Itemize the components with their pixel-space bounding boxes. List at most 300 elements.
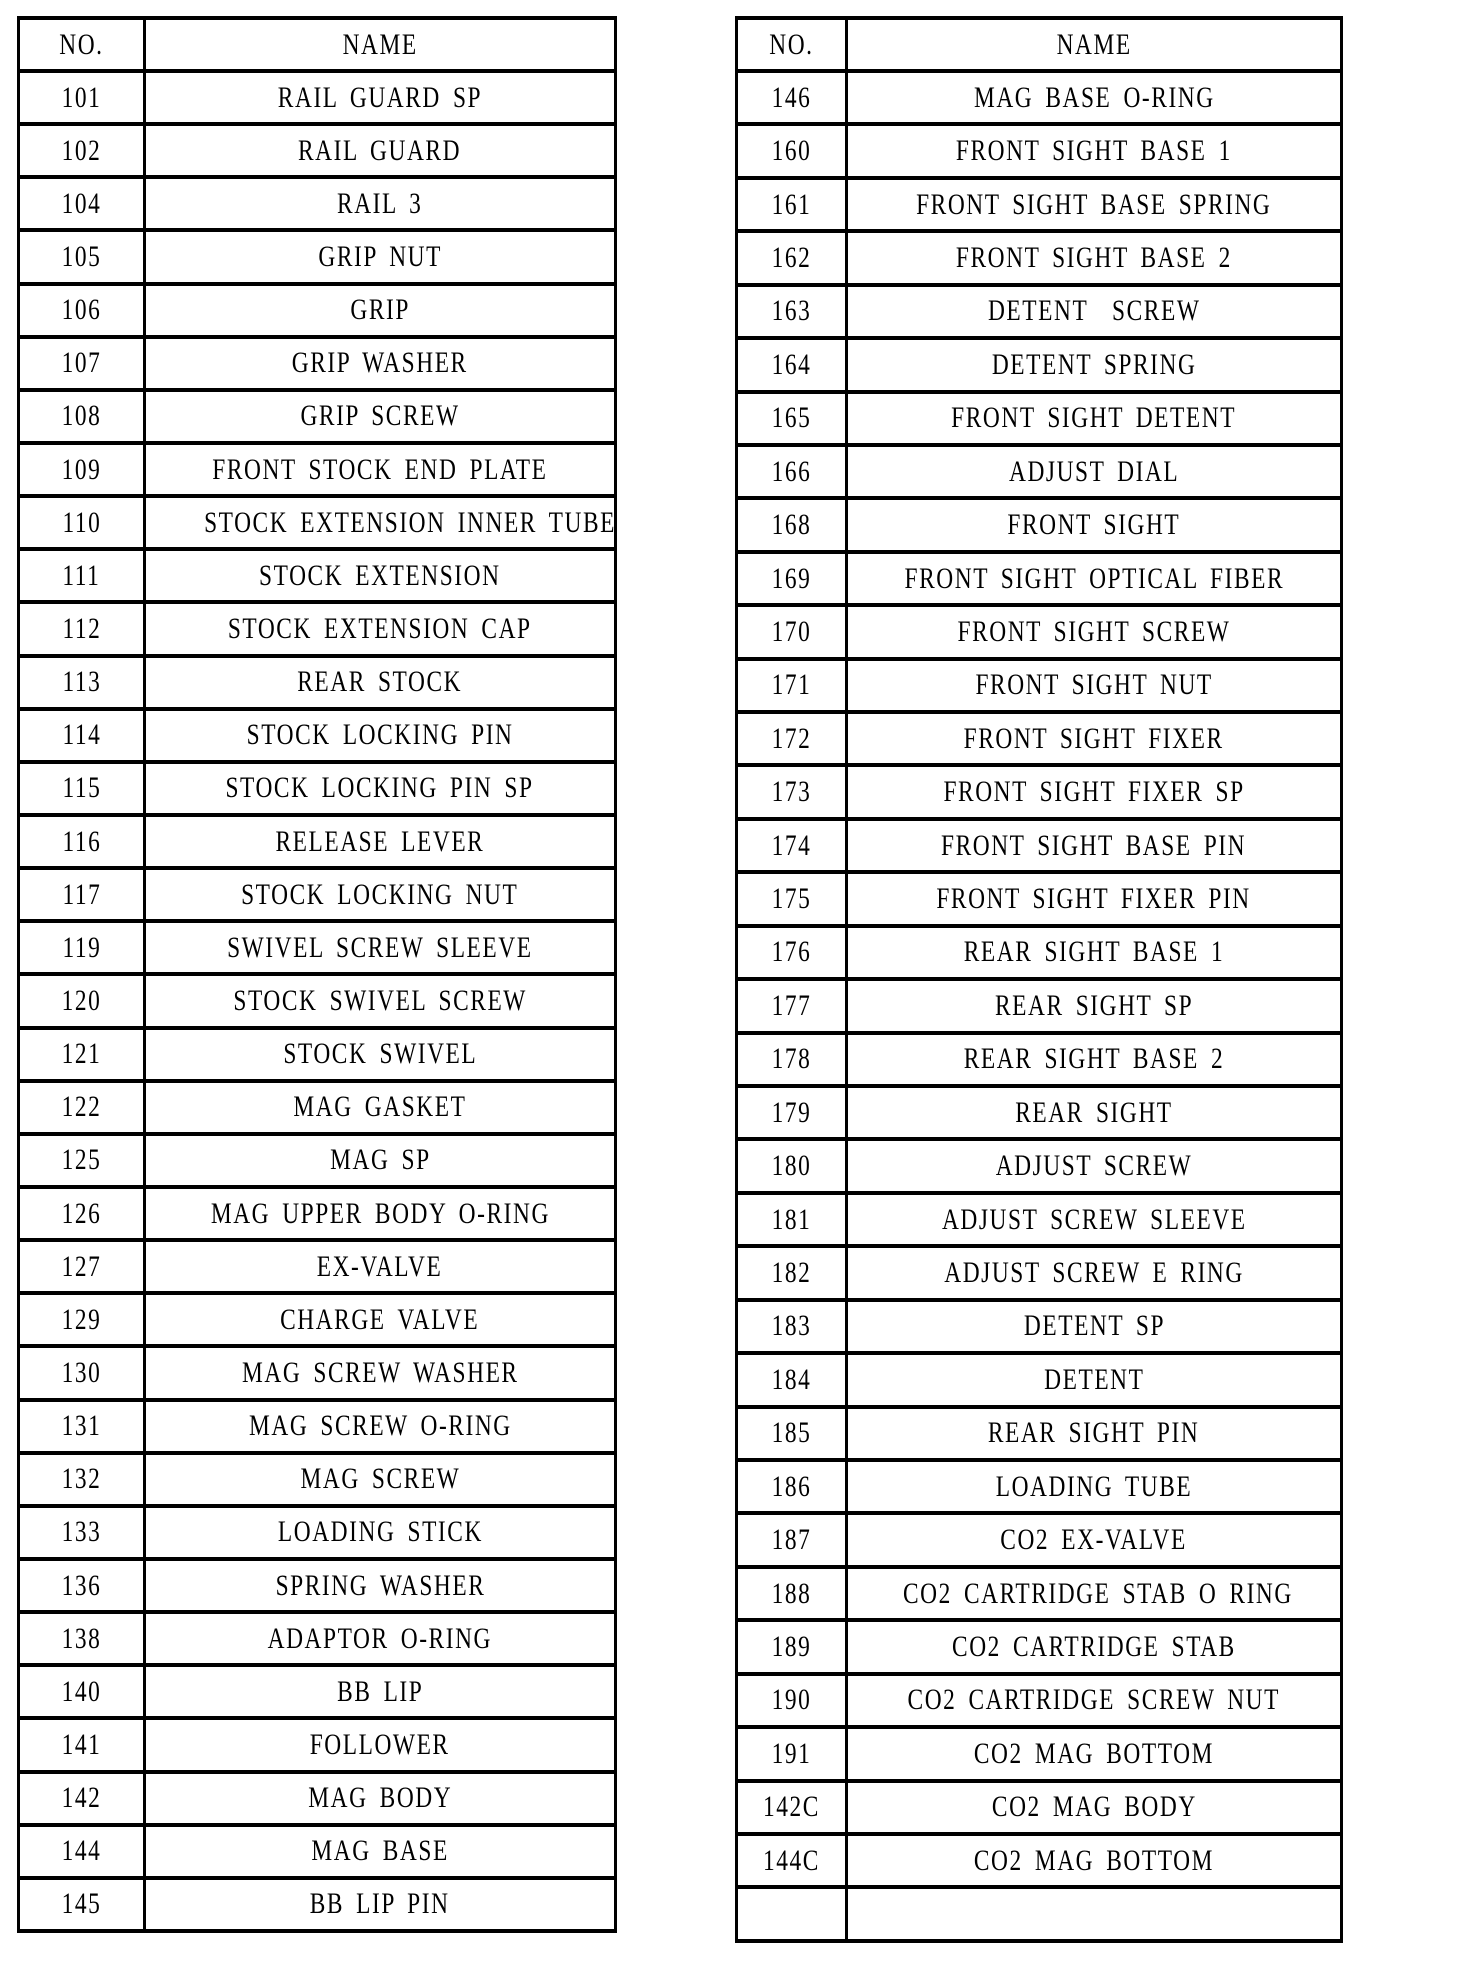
part-number-text: 166 [771,454,812,488]
table-row [737,1674,1342,1727]
part-name-cell [145,124,616,177]
part-number-cell [19,71,145,124]
part-name-cell [145,1293,616,1346]
table-row [19,496,616,549]
part-number-text: 109 [61,452,102,486]
part-number-text: 177 [771,988,812,1022]
part-name-text: FRONT SIGHT BASE PIN [941,828,1247,862]
column-header-no-label: NO. [769,27,814,61]
table-row [737,498,1342,551]
part-name-text: CO2 MAG BOTTOM [973,1843,1215,1877]
part-name-text: DETENT SPRING [991,347,1197,381]
part-name-text: FRONT SIGHT OPTICAL FIBER [904,561,1284,595]
part-name-text: ADAPTOR O-RING [267,1621,493,1655]
parts-table-right [735,16,1343,1943]
part-name-cell [847,1193,1342,1246]
part-number-cell [737,1887,847,1941]
part-number-text: 142C [763,1790,820,1824]
part-name-cell [847,1727,1342,1780]
part-number-cell [19,1453,145,1506]
part-name-cell [847,712,1342,765]
header-row [737,18,1342,71]
part-name-text: CHARGE VALVE [280,1302,480,1336]
part-number-cell [19,1346,145,1399]
part-number-text: 108 [61,399,102,433]
part-name-cell [145,815,616,868]
part-name-cell [847,872,1342,925]
table-row [19,284,616,337]
part-number-cell [19,1240,145,1293]
part-number-text: 161 [771,187,812,221]
part-number-text: 114 [62,718,101,752]
part-name-cell [145,1240,616,1293]
part-number-text: 133 [61,1515,102,1549]
part-number-cell [19,1612,145,1665]
part-number-cell [19,1772,145,1825]
part-number-text: 104 [61,186,102,220]
part-number-text: 105 [61,239,102,273]
part-number-cell [737,1193,847,1246]
part-number-text: 179 [771,1095,812,1129]
part-name-cell [145,230,616,283]
table-row [19,124,616,177]
part-name-text: FRONT SIGHT BASE SPRING [916,187,1272,221]
part-name-text: RAIL GUARD SP [277,80,483,114]
part-name-cell [145,656,616,709]
part-name-cell [145,1878,616,1931]
part-number-cell [737,1513,847,1566]
part-name-text: ADJUST DIAL [1008,454,1180,488]
part-number-cell [737,1353,847,1406]
part-number-text: 141 [61,1727,102,1761]
table-row [737,338,1342,391]
part-name-cell [847,979,1342,1032]
part-name-text: LOADING STICK [277,1515,483,1549]
part-name-text: MAG SP [329,1143,431,1177]
part-name-cell [847,178,1342,231]
part-number-cell [19,762,145,815]
table-row [19,1612,616,1665]
part-name-text: FRONT SIGHT BASE 1 [956,134,1232,168]
part-number-cell [19,1293,145,1346]
part-number-text: 115 [62,771,101,805]
part-number-text: 131 [61,1409,102,1443]
part-number-cell [19,230,145,283]
table-row [737,1887,1342,1941]
part-number-cell [19,337,145,390]
table-row [19,1718,616,1771]
part-name-text: STOCK EXTENSION CAP [228,611,532,645]
part-number-cell [19,1134,145,1187]
part-number-text: 170 [771,614,812,648]
part-name-cell [847,926,1342,979]
table-row [737,124,1342,177]
table-row [19,1081,616,1134]
part-name-text: STOCK LOCKING NUT [241,877,519,911]
table-row [19,177,616,230]
part-name-text: REAR SIGHT [1015,1095,1173,1129]
part-name-text: MAG BASE [311,1834,449,1868]
table-row [19,1134,616,1187]
part-number-text: 117 [62,877,101,911]
part-name-cell [145,762,616,815]
part-name-text: GRIP NUT [318,239,442,273]
table-row [19,1346,616,1399]
part-name-text: CO2 CARTRIDGE STAB O RING [902,1576,1293,1610]
parts-table-right-body [737,71,1342,1941]
table-row [19,390,616,443]
part-name-text: MAG GASKET [293,1090,467,1124]
table-row [19,921,616,974]
parts-table-left-body [19,71,616,1931]
part-name-text: REAR STOCK [297,665,463,699]
part-number-cell [737,1460,847,1513]
part-number-text: 113 [62,665,101,699]
part-number-text: 102 [61,133,102,167]
part-name-text: STOCK EXTENSION INNER TUBE [204,505,616,539]
table-row [19,1772,616,1825]
part-name-text: ADJUST SCREW E RING [944,1255,1244,1289]
part-number-text: 191 [771,1736,812,1770]
table-row [737,1781,1342,1834]
part-number-cell [19,1081,145,1134]
part-number-text: 182 [771,1255,812,1289]
table-row [737,712,1342,765]
part-number-cell [737,1086,847,1139]
part-number-text: 160 [771,134,812,168]
part-number-text: 175 [771,882,812,916]
part-name-cell [847,659,1342,712]
part-number-cell [737,1674,847,1727]
part-number-text: 127 [61,1249,102,1283]
part-number-text: 168 [771,508,812,542]
table-row [737,1086,1342,1139]
part-number-text: 119 [62,930,101,964]
part-number-text: 106 [61,293,102,327]
part-name-text: MAG SCREW O-RING [248,1409,512,1443]
part-number-cell [737,765,847,818]
table-row [737,1300,1342,1353]
part-name-text: DETENT SP [1023,1309,1165,1343]
table-row [19,1028,616,1081]
table-row [737,1513,1342,1566]
part-name-cell [847,1887,1342,1941]
table-row [19,1240,616,1293]
part-name-cell [145,1718,616,1771]
part-name-text: FRONT SIGHT [1007,508,1181,542]
part-number-cell [737,872,847,925]
table-row [19,1293,616,1346]
part-number-cell [737,1834,847,1887]
part-name-cell [847,124,1342,177]
part-number-cell [737,659,847,712]
part-number-text: 130 [61,1355,102,1389]
part-number-cell [19,284,145,337]
part-number-text: 116 [62,824,101,858]
table-row [19,1506,616,1559]
part-number-text: 142 [61,1781,102,1815]
part-name-cell [847,1086,1342,1139]
part-name-cell [145,1081,616,1134]
table-row [19,1187,616,1240]
column-header-name [847,18,1342,71]
part-number-text: 101 [61,80,102,114]
part-number-cell [19,1665,145,1718]
table-row [19,1665,616,1718]
part-name-cell [145,1453,616,1506]
table-row [737,231,1342,284]
table-row [737,1033,1342,1086]
parts-table-left [17,16,617,1933]
table-row [737,1139,1342,1192]
part-number-text: 112 [62,611,101,645]
part-name-text: ADJUST SCREW SLEEVE [941,1202,1247,1236]
part-name-text: RAIL GUARD [298,133,462,167]
part-number-cell [737,71,847,124]
part-number-cell [19,602,145,655]
table-row [19,868,616,921]
part-name-text: MAG SCREW WASHER [241,1355,519,1389]
table-row [737,285,1342,338]
table-row [737,819,1342,872]
part-number-text: 189 [771,1629,812,1663]
part-number-cell [19,868,145,921]
part-number-text: 190 [771,1683,812,1717]
part-number-cell [19,1825,145,1878]
table-row [737,979,1342,1032]
part-name-text: REAR SIGHT SP [994,988,1194,1022]
part-number-text: 144 [61,1834,102,1868]
table-row [737,1834,1342,1887]
part-name-cell [847,1834,1342,1887]
table-row [737,765,1342,818]
part-number-cell [737,124,847,177]
table-row [737,71,1342,124]
column-header-name [145,18,616,71]
part-name-cell [145,1825,616,1878]
part-number-text: 188 [771,1576,812,1610]
part-name-cell [847,71,1342,124]
part-number-cell [19,390,145,443]
part-number-cell [737,979,847,1032]
part-name-cell [847,1246,1342,1299]
part-name-cell [847,1781,1342,1834]
part-name-text: FRONT SIGHT FIXER SP [943,775,1245,809]
part-number-cell [19,124,145,177]
part-number-cell [19,443,145,496]
part-name-cell [145,1187,616,1240]
part-number-cell [19,709,145,762]
part-name-text: CO2 CARTRIDGE SCREW NUT [907,1683,1281,1717]
part-number-cell [737,552,847,605]
part-name-text: DETENT [1043,1362,1145,1396]
table-row [737,392,1342,445]
part-number-cell [19,1559,145,1612]
table-row [737,178,1342,231]
part-number-cell [737,819,847,872]
part-name-text: FOLLOWER [310,1727,450,1761]
part-name-text: CO2 MAG BODY [991,1790,1197,1824]
part-number-text: 111 [62,558,101,592]
part-name-text: REAR SIGHT PIN [988,1416,1200,1450]
part-number-cell [737,445,847,498]
table-row [737,1193,1342,1246]
part-number-cell [737,231,847,284]
part-name-cell [145,496,616,549]
table-row [737,1460,1342,1513]
part-name-cell [145,71,616,124]
part-name-text: GRIP WASHER [292,346,468,380]
part-name-cell [145,1028,616,1081]
part-number-text: 176 [771,935,812,969]
part-number-text: 145 [61,1887,102,1921]
part-number-text: 164 [771,347,812,381]
part-number-cell [19,974,145,1027]
part-name-text: MAG SCREW [300,1462,460,1496]
table-row [737,552,1342,605]
part-name-text: DETENT SCREW [987,294,1201,328]
part-name-text: RAIL 3 [337,186,423,220]
part-number-text: 138 [61,1621,102,1655]
part-number-cell [737,926,847,979]
table-row [19,71,616,124]
table-row [737,1567,1342,1620]
part-number-text: 136 [61,1568,102,1602]
part-name-cell [145,443,616,496]
part-number-cell [19,656,145,709]
part-number-text: 174 [771,828,812,862]
column-header-no [19,18,145,71]
part-number-text: 181 [771,1202,812,1236]
part-name-text: BB LIP [336,1674,424,1708]
part-name-cell [145,868,616,921]
part-name-cell [145,921,616,974]
part-name-cell [145,602,616,655]
part-number-cell [19,1878,145,1931]
part-number-cell [19,177,145,230]
table-row [737,1353,1342,1406]
table-row [19,709,616,762]
part-name-cell [847,552,1342,605]
part-name-text: STOCK EXTENSION [259,558,501,592]
part-name-text: CO2 CARTRIDGE STAB [952,1629,1236,1663]
part-name-cell [145,284,616,337]
part-number-cell [737,285,847,338]
table-row [19,443,616,496]
part-name-cell [847,1460,1342,1513]
part-number-cell [737,338,847,391]
column-header-name-label: NAME [342,27,418,61]
part-number-cell [737,1246,847,1299]
part-number-text: 178 [771,1042,812,1076]
part-name-cell [145,1506,616,1559]
part-number-cell [737,498,847,551]
part-name-text: FRONT STOCK END PLATE [212,452,548,486]
part-number-text: 129 [61,1302,102,1336]
part-name-text: FRONT SIGHT BASE 2 [956,240,1232,274]
part-number-text: 121 [61,1037,102,1071]
part-name-cell [145,709,616,762]
part-number-cell [737,178,847,231]
part-name-cell [847,1674,1342,1727]
part-name-text: FRONT SIGHT FIXER [964,721,1224,755]
part-name-cell [847,445,1342,498]
part-number-text: 107 [61,346,102,380]
part-number-text: 183 [771,1309,812,1343]
table-row [19,1559,616,1612]
part-name-text: CO2 MAG BOTTOM [973,1736,1215,1770]
part-name-cell [847,498,1342,551]
table-row [19,230,616,283]
part-name-cell [847,285,1342,338]
column-header-name-label: NAME [1056,27,1132,61]
part-number-cell [19,1187,145,1240]
part-name-text: STOCK SWIVEL [283,1037,477,1071]
part-name-cell [847,605,1342,658]
part-number-cell [737,392,847,445]
part-name-cell [847,1300,1342,1353]
part-number-cell [19,1400,145,1453]
part-number-text: 140 [61,1674,102,1708]
part-name-text: FRONT SIGHT SCREW [957,614,1231,648]
part-name-cell [847,819,1342,872]
part-number-text: 171 [771,668,812,702]
part-number-text: 122 [61,1090,102,1124]
table-row [19,1400,616,1453]
table-row [737,605,1342,658]
part-name-text: MAG BASE O-RING [973,80,1215,114]
part-number-text: 185 [771,1416,812,1450]
part-name-text: MAG BODY [308,1781,452,1815]
part-number-text: 169 [771,561,812,595]
part-name-cell [847,1353,1342,1406]
part-number-cell [737,1300,847,1353]
part-name-cell [847,1620,1342,1673]
table-row [737,659,1342,712]
table-row [19,974,616,1027]
table-row [19,1453,616,1506]
part-number-text: 186 [771,1469,812,1503]
table-row [19,762,616,815]
part-number-text: 187 [771,1523,812,1557]
header-row [19,18,616,71]
part-number-cell [19,1718,145,1771]
part-number-text: 144C [763,1843,820,1877]
part-number-text: 163 [771,294,812,328]
part-name-text: RELEASE LEVER [275,824,485,858]
part-name-cell [145,1134,616,1187]
part-name-cell [145,390,616,443]
part-number-text: 165 [771,401,812,435]
part-number-text: 120 [61,983,102,1017]
table-row [19,1825,616,1878]
table-row [737,926,1342,979]
part-number-cell [737,1139,847,1192]
table-row [737,1407,1342,1460]
table-row [737,1246,1342,1299]
part-number-cell [19,496,145,549]
part-name-text: SPRING WASHER [275,1568,485,1602]
part-name-text: MAG UPPER BODY O-RING [210,1196,550,1230]
part-name-cell [145,177,616,230]
table-row [737,445,1342,498]
part-name-text: STOCK LOCKING PIN SP [225,771,535,805]
part-name-cell [847,1139,1342,1192]
part-number-text: 126 [61,1196,102,1230]
part-name-cell [145,1400,616,1453]
part-name-cell [847,1513,1342,1566]
part-number-text: 125 [61,1143,102,1177]
